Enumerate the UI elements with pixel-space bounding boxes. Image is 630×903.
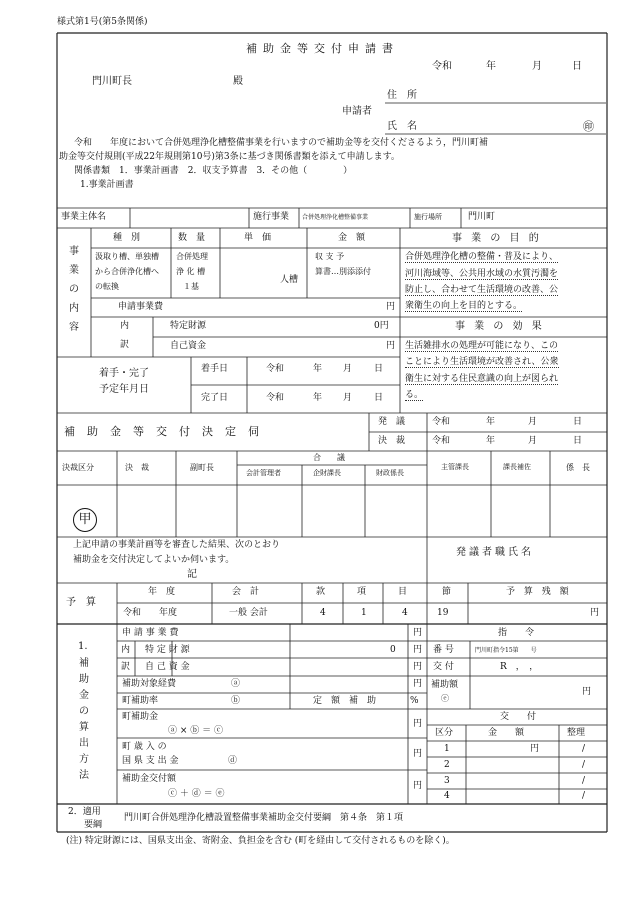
budget-kan: 4 (320, 608, 326, 618)
effect-line-4: る。 (405, 390, 424, 400)
start-month: 月 (343, 364, 353, 374)
qty-line-3: １基 (183, 282, 199, 291)
statement-line-1: 上記申請の事業計画等を審査した結果、次のとおり (73, 540, 281, 550)
cost-label: 申請事業費 (118, 302, 164, 312)
class-mark: 甲 (73, 508, 97, 532)
amount-mark: ⓔ (441, 694, 449, 703)
head-assistant: 課長補佐 (503, 463, 531, 471)
payment-row-1-mark: / (582, 744, 586, 754)
revenue-yen: 円 (413, 749, 423, 759)
calc-side-4: の (79, 706, 89, 717)
grant-total-label: 補助金交付額 (122, 774, 177, 784)
side-label-5: 容 (69, 322, 79, 333)
date-month: 月 (532, 61, 542, 72)
col-unit: 単 価 (244, 233, 272, 243)
start-label: 着手日 (201, 364, 229, 374)
date-era: 令和 (432, 61, 452, 72)
type-line-3: の転換 (95, 282, 119, 291)
end-label: 完了日 (201, 393, 229, 403)
head-accounting: 会計管理者 (246, 469, 281, 477)
purpose-line-2: 河川海域等、公共用水域の水質汚濁を (405, 269, 559, 279)
payment-head-amount: 金 額 (488, 728, 525, 738)
budget-head-setsu: 節 (442, 587, 452, 597)
honorific: 殿 (233, 76, 243, 87)
cost-yen: 円 (386, 302, 396, 312)
col-purpose: 事 業 の 目 的 (452, 233, 542, 244)
calc-special-yen: 円 (413, 645, 423, 655)
proposal-day: 日 (573, 417, 583, 427)
proposal-label: 発 議 (378, 417, 406, 427)
payment-title: 交 付 (500, 712, 537, 722)
calc-own-label: 自 己 資 金 (145, 662, 190, 672)
budget-head-moku: 目 (398, 587, 408, 597)
col-amount: 金 額 (338, 233, 366, 243)
applicant-label: 申請者 (342, 106, 372, 117)
head-class: 決裁区分 (62, 463, 94, 472)
body-line-1: 令和 年度において合併処理浄化槽整備事業を行いますので補助金等を交付くださるよう，門川町補 (74, 138, 489, 148)
decision-year: 年 (486, 436, 496, 446)
payment-row-1-amount: 円 (530, 744, 540, 754)
rate-percent: % (410, 696, 419, 706)
calc-breakdown-1: 内 (121, 645, 131, 655)
town-grant-label: 町補助金 (122, 712, 159, 722)
application-title: 補助金等交付申請書 (246, 42, 399, 55)
purpose-line-1: 合併処理浄化槽の整備・普及により、 (405, 252, 559, 262)
payment-row-3-no: 3 (444, 776, 450, 786)
payment-row-4-no: 4 (444, 791, 450, 801)
col-type: 種 別 (113, 233, 141, 243)
effect-label: 事 業 の 効 果 (455, 321, 545, 332)
town-grant-yen: 円 (413, 719, 423, 729)
head-decision: 決 裁 (125, 463, 149, 472)
address-label: 住 所 (387, 90, 417, 101)
decision-month: 月 (528, 436, 538, 446)
type-line-2: から合併浄化槽へ (95, 267, 159, 276)
effect-line-2: ことにより生活環境が改善され、公衆 (405, 357, 559, 367)
proposal-month: 月 (528, 417, 538, 427)
qty-line-1: 合併処理 (176, 252, 208, 261)
footnote: (注) 特定財源には、国県支出金、寄附金、負担金を含む (町を経由して交付されるものを除く)。 (66, 836, 455, 846)
start-day: 日 (374, 364, 384, 374)
payment-row-1-no: 1 (444, 744, 450, 754)
project-value: 合併処理浄化槽整備事業 (302, 214, 369, 221)
type-line-1: 汲取り槽、単独槽 (95, 252, 159, 261)
schedule-label-1: 着手・完了 (99, 368, 149, 379)
end-day: 日 (374, 393, 384, 403)
target-label: 補助対象経費 (122, 679, 177, 689)
section-heading: 1.事業計画書 (80, 180, 134, 190)
proposer-label: 発議者職氏名 (456, 547, 534, 558)
payment-row-3-mark: / (582, 776, 586, 786)
calc-breakdown-2: 訳 (121, 662, 131, 672)
effect-line-1: 生活雑排水の処理が可能になり、この (405, 341, 559, 351)
amount-label: 補助額 (431, 680, 459, 690)
budget-moku: 4 (402, 608, 408, 618)
body-line-2: 助金等交付規則(平成22年規則第10号)第3条に基づき関係書類を添えて申請します。 (59, 152, 400, 162)
budget-account: 一般 会計 (229, 608, 268, 618)
budget-head-kou: 項 (357, 587, 367, 597)
name-label: 氏 名 (387, 121, 417, 132)
proposal-era: 令和 (432, 417, 451, 427)
calc-side-2: 助 (79, 674, 89, 685)
amount-line-1: 収 支 予 (315, 252, 345, 261)
own-yen: 円 (386, 341, 396, 351)
budget-head-account: 会 計 (232, 587, 260, 597)
side-label-3: の (69, 284, 79, 295)
calc-side-3: 金 (79, 690, 89, 701)
target-yen: 円 (413, 679, 423, 689)
basis-text: 門川町合併処理浄化槽設置整備事業補助金交付要綱 第４条 第１項 (124, 813, 404, 823)
command-title: 指 令 (498, 628, 535, 638)
head-main-chief: 主管課長 (441, 463, 469, 471)
addressee: 門川町長 (92, 76, 132, 87)
budget-head-remaining: 予 算 残 額 (506, 587, 572, 597)
payment-row-2-no: 2 (444, 760, 450, 770)
purpose-line-3: 防止し、合わせて生活環境の改善、公 (405, 285, 559, 295)
decision-era: 令和 (432, 436, 451, 446)
budget-setsu: 19 (437, 608, 449, 618)
payment-row-4-mark: / (582, 791, 586, 801)
budget-head-year: 年 度 (148, 587, 176, 597)
budget-kou: 1 (361, 608, 367, 618)
end-year: 年 (313, 393, 323, 403)
head-consultation: 合 議 (313, 453, 345, 462)
rate-label: 町補助率 (122, 696, 159, 706)
calc-own-yen: 円 (413, 662, 423, 672)
own-label: 自己資金 (170, 341, 207, 351)
revenue-line-1: 町 歳 入 の (122, 742, 167, 752)
number-value: 門川町指令15第 号 (475, 647, 537, 654)
breakdown-label-2: 訳 (120, 340, 130, 350)
calc-special-label: 特 定 財 源 (145, 645, 190, 655)
formula-2: ⓒ ＋ ⓓ ＝ ⓔ (168, 789, 225, 799)
col-qty: 数 量 (178, 233, 206, 243)
budget-head-kan: 款 (316, 587, 326, 597)
payment-head-note: 整理 (567, 728, 586, 738)
statement-line-2: 補助金を交付決定してよいか伺います。 (73, 555, 235, 565)
formula-1: ⓐ × ⓑ ＝ ⓒ (168, 726, 223, 736)
start-year: 年 (313, 364, 323, 374)
grant-total-yen: 円 (413, 781, 423, 791)
calc-side-0: 1. (78, 641, 88, 652)
qty-line-2: 浄 化 槽 (176, 267, 206, 276)
special-value: 0円 (374, 321, 389, 331)
head-finance-chief: 企財課長 (313, 469, 341, 477)
apply-cost-yen: 円 (413, 628, 423, 638)
issued-value: R ， ， (500, 662, 539, 672)
decision-title: 補助金等交付決定伺 (64, 425, 271, 438)
side-label-1: 事 (69, 246, 79, 257)
location-label: 施行場所 (414, 213, 442, 221)
payment-row-2-mark: / (582, 760, 586, 770)
apply-cost-label: 申 請 事 業 費 (122, 628, 179, 638)
basis-label-1: 2．適用 (68, 807, 101, 817)
calc-side-7: 方 (79, 754, 89, 765)
issued-label: 交 付 (433, 662, 454, 672)
side-label-2: 業 (69, 265, 79, 276)
payment-head-class: 区分 (435, 728, 454, 738)
calc-side-8: 法 (79, 770, 89, 781)
decision-label: 決 裁 (378, 436, 406, 446)
rate-text: 定 額 補 助 (313, 696, 377, 706)
project-label: 施行事業 (253, 212, 290, 222)
head-deputy-mayor: 副町長 (190, 463, 214, 472)
related-documents: 関係書類 1．事業計画書 2．収支予算書 3．その他（ ） (74, 166, 353, 176)
special-label: 特定財源 (170, 321, 207, 331)
purpose-line-4: 衆衛生の向上を目的とする。 (405, 301, 523, 311)
location-value: 門川町 (468, 212, 496, 222)
mark-b: ⓑ (231, 696, 241, 706)
revenue-line-2: 国 県 支 出 金 (122, 756, 179, 766)
proposal-year: 年 (486, 417, 496, 427)
number-label: 番 号 (433, 645, 454, 655)
amount-yen: 円 (582, 687, 592, 697)
breakdown-label-1: 内 (120, 321, 130, 331)
calc-special-value: 0 (390, 645, 396, 655)
end-era: 令和 (266, 393, 285, 403)
budget-year: 令和 年度 (123, 608, 178, 618)
schedule-label-2: 予定年月日 (99, 384, 149, 395)
note-mark: 記 (187, 569, 197, 580)
head-subchief: 係 長 (566, 463, 590, 472)
calc-side-6: 出 (79, 738, 89, 749)
calc-side-1: 補 (79, 658, 89, 669)
end-month: 月 (343, 393, 353, 403)
effect-line-3: 衛生に対する住民意識の向上が図られ (405, 374, 559, 384)
date-day: 日 (572, 61, 582, 72)
calc-side-5: 算 (79, 722, 89, 733)
basis-label-2: 要綱 (84, 820, 103, 830)
unit-value: 人槽 (280, 275, 299, 285)
date-year: 年 (486, 61, 496, 72)
form-number: 様式第1号(第5条関係) (57, 17, 148, 27)
decision-day: 日 (573, 436, 583, 446)
start-era: 令和 (266, 364, 285, 374)
mark-d: ⓓ (228, 756, 238, 766)
seal-mark: ㊞ (583, 120, 594, 133)
amount-line-2: 算書…別添添付 (315, 267, 371, 276)
head-finance-sub: 財政係長 (376, 469, 404, 477)
mark-a: ⓐ (231, 679, 241, 689)
side-label-4: 内 (69, 303, 79, 314)
budget-label: 予 算 (66, 597, 96, 608)
entity-label: 事業主体名 (61, 212, 107, 222)
budget-remaining-yen: 円 (590, 608, 600, 618)
